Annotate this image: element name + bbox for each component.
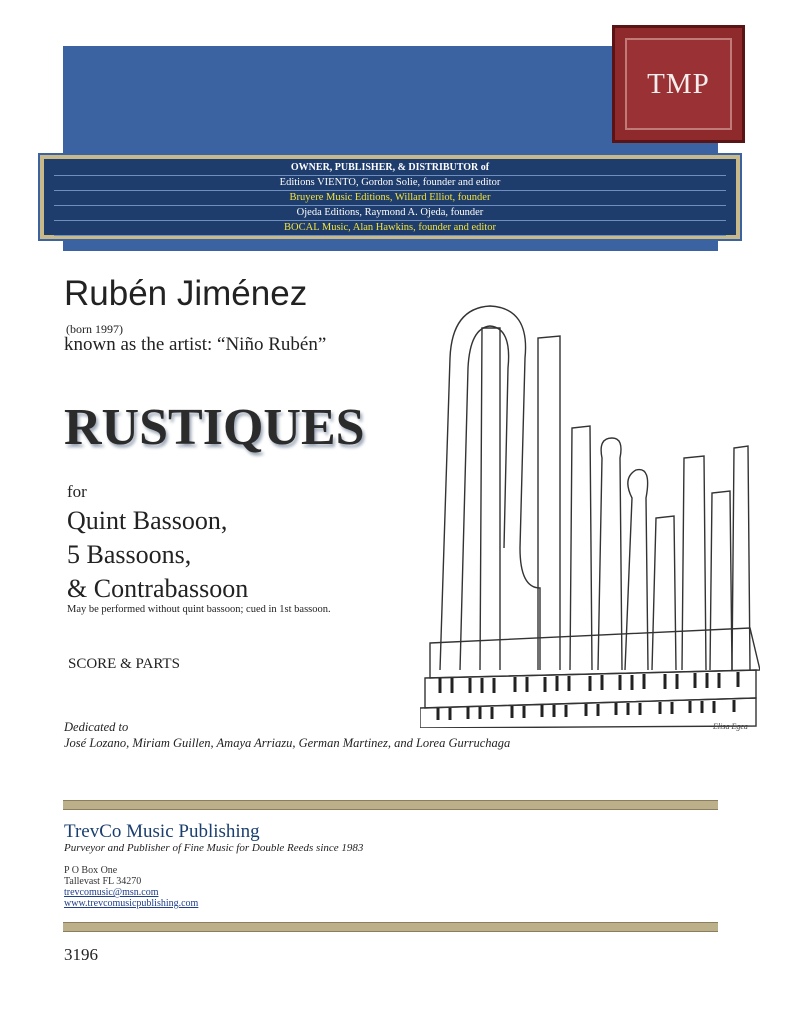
tmp-logo-text: TMP (647, 67, 710, 100)
owner-line-heading: OWNER, PUBLISHER, & DISTRIBUTOR of (54, 161, 726, 176)
catalog-number: 3196 (64, 945, 98, 964)
owner-line-bruyere: Bruyere Music Editions, Willard Elliot, founder (54, 191, 726, 206)
composer-known-as: known as the artist: “Niño Rubén” (64, 334, 327, 355)
dedication-label: Dedicated to (64, 720, 129, 734)
publisher-address-line2: Tallevast FL 34270 (64, 876, 142, 887)
work-title: RUSTIQUES (64, 399, 365, 456)
publisher-email-link[interactable]: trevcomusic@msn.com (64, 887, 159, 898)
publisher-tagline: Purveyor and Publisher of Fine Music for Double Reeds since 1983 (64, 842, 364, 854)
divider-bottom (63, 922, 718, 932)
composer-name: Rubén Jiménez (64, 274, 308, 313)
publisher-website-link[interactable]: www.trevcomusicpublishing.com (64, 898, 199, 909)
owner-line-viento: Editions VIENTO, Gordon Solie, founder and editor (54, 176, 726, 191)
tmp-logo-inner (625, 38, 732, 130)
owner-lines (54, 161, 726, 236)
instrument-line: Quint Bassoon, (67, 506, 228, 535)
owner-banner (40, 155, 740, 239)
performance-note: May be performed without quint bassoon; cued in 1st bassoon. (67, 604, 331, 615)
dedication-names: José Lozano, Miriam Guillen, Amaya Arriazu, German Martinez, and Lorea Gurruchaga (64, 736, 511, 750)
owner-line-bocal: BOCAL Music, Alan Hawkins, founder and editor (54, 221, 726, 236)
tmp-logo (612, 25, 745, 143)
publisher-address-line1: P O Box One (64, 865, 118, 876)
divider-top (63, 800, 718, 810)
work-for: for (67, 482, 87, 501)
publisher-name: TrevCo Music Publishing (64, 821, 260, 842)
instrument-line: & Contrabassoon (67, 574, 249, 603)
illustrator-signature: Elisa Egea (713, 722, 748, 731)
owner-line-ojeda: Ojeda Editions, Raymond A. Ojeda, founder (54, 206, 726, 221)
instrument-line: 5 Bassoons, (67, 540, 192, 569)
organ-bassoon-illustration (420, 298, 760, 728)
score-format: SCORE & PARTS (68, 656, 180, 672)
composer-born: (born 1997) (66, 322, 123, 336)
